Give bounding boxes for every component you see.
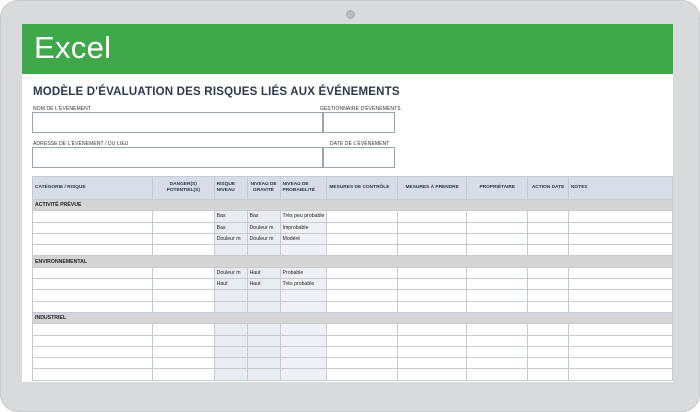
table-cell[interactable] (397, 267, 466, 278)
event-name-input[interactable] (32, 112, 323, 133)
table-cell[interactable] (280, 290, 327, 301)
header-probability-level[interactable]: NIVEAU DE PROBABILITÉ (280, 177, 327, 200)
table-cell[interactable] (467, 222, 528, 233)
table-cell[interactable] (247, 245, 280, 256)
table-cell[interactable] (247, 346, 280, 357)
table-cell[interactable] (280, 346, 327, 357)
table-row (33, 279, 673, 290)
table-cell[interactable] (467, 358, 528, 369)
table-cell[interactable] (214, 346, 247, 357)
table-cell[interactable] (568, 335, 672, 346)
table-cell[interactable] (247, 369, 280, 380)
table-cell[interactable]: Bas (247, 211, 280, 222)
table-cell[interactable] (528, 245, 569, 256)
header-risk-level[interactable]: RISQUE NIVEAU (214, 177, 247, 200)
table-cell[interactable] (467, 324, 528, 335)
table-cell[interactable] (152, 335, 214, 346)
header-potential-hazards[interactable]: DANGER(S) POTENTIEL(S) (152, 177, 214, 200)
table-cell[interactable] (152, 222, 214, 233)
table-cell[interactable] (214, 369, 247, 380)
table-cell[interactable] (327, 290, 398, 301)
table-cell[interactable] (528, 324, 569, 335)
table-cell[interactable] (327, 358, 398, 369)
camera-icon (346, 10, 355, 19)
table-cell[interactable] (152, 245, 214, 256)
table-cell[interactable] (528, 279, 569, 290)
table-cell[interactable] (247, 358, 280, 369)
table-cell[interactable] (152, 279, 214, 290)
table-cell[interactable] (33, 290, 153, 301)
table-cell[interactable] (568, 324, 672, 335)
table-cell[interactable] (397, 301, 466, 312)
table-cell[interactable] (327, 211, 398, 222)
table-cell[interactable] (467, 369, 528, 380)
table-cell[interactable] (467, 301, 528, 312)
table-cell[interactable] (467, 279, 528, 290)
table-cell[interactable] (33, 222, 153, 233)
table-row (33, 290, 673, 301)
table-cell[interactable] (247, 301, 280, 312)
table-cell[interactable] (397, 245, 466, 256)
table-cell[interactable] (280, 369, 327, 380)
app-name: Excel (34, 30, 112, 65)
table-cell[interactable] (528, 233, 569, 244)
screen (22, 24, 673, 382)
table-cell[interactable] (280, 358, 327, 369)
table-cell[interactable] (33, 233, 153, 244)
event-manager-input[interactable] (323, 112, 395, 133)
table-row (33, 222, 673, 233)
table-row (33, 245, 673, 256)
table-cell[interactable] (152, 346, 214, 357)
section-row (33, 312, 673, 323)
table-cell[interactable] (568, 346, 672, 357)
table-cell[interactable]: Probable (280, 267, 327, 278)
table-cell[interactable] (33, 346, 153, 357)
table-cell[interactable] (33, 301, 153, 312)
table-cell[interactable] (397, 358, 466, 369)
table-cell[interactable]: Très peu probable (280, 211, 327, 222)
table-cell[interactable] (528, 335, 569, 346)
table-cell[interactable] (152, 267, 214, 278)
table-cell[interactable] (33, 358, 153, 369)
table-cell[interactable] (467, 335, 528, 346)
table-cell[interactable] (528, 222, 569, 233)
table-cell[interactable] (152, 211, 214, 222)
table-cell[interactable] (327, 324, 398, 335)
table-cell[interactable] (327, 245, 398, 256)
section-label[interactable]: ACTIVITÉ PRÉVUE (33, 200, 673, 211)
header-notes[interactable]: NOTES (568, 177, 672, 200)
table-cell[interactable]: Haut (247, 279, 280, 290)
table-cell[interactable] (397, 222, 466, 233)
table-row (33, 267, 673, 278)
table-cell[interactable] (528, 301, 569, 312)
section-label[interactable]: ENVIRONNEMENTAL (33, 256, 673, 267)
table-row (33, 324, 673, 335)
event-name-label: NOM DE L'ÉVÉNEMENT (33, 106, 92, 112)
table-cell[interactable] (152, 290, 214, 301)
table-cell[interactable] (247, 335, 280, 346)
address-input[interactable] (32, 147, 323, 168)
table-cell[interactable] (152, 369, 214, 380)
table-header-row (33, 177, 673, 200)
table-cell[interactable] (152, 233, 214, 244)
table-cell[interactable]: Bas (214, 211, 247, 222)
table-cell[interactable] (467, 233, 528, 244)
table-cell[interactable] (397, 324, 466, 335)
table-cell[interactable]: Douleur m (214, 233, 247, 244)
section-row (33, 256, 673, 267)
table-row (33, 335, 673, 346)
table-cell[interactable] (467, 245, 528, 256)
table-cell[interactable] (33, 245, 153, 256)
table-row (33, 211, 673, 222)
table-cell[interactable] (397, 290, 466, 301)
header-actions[interactable]: MESURES À PRENDRE (397, 177, 466, 200)
table-cell[interactable] (568, 267, 672, 278)
table-cell[interactable] (568, 222, 672, 233)
document-title: MODÈLE D'ÉVALUATION DES RISQUES LIÉS AUX ÉVÉNEMENTS (33, 86, 400, 98)
table-row (33, 369, 673, 380)
table-cell[interactable] (568, 279, 672, 290)
table-cell[interactable] (528, 369, 569, 380)
table-cell[interactable] (568, 358, 672, 369)
table-cell[interactable] (528, 358, 569, 369)
header-action-date[interactable]: ACTION DATE (528, 177, 569, 200)
table-cell[interactable] (467, 346, 528, 357)
table-cell[interactable] (33, 335, 153, 346)
app-banner (22, 24, 673, 74)
table-cell[interactable] (327, 301, 398, 312)
table-cell[interactable] (280, 301, 327, 312)
table-cell[interactable] (280, 245, 327, 256)
table-cell[interactable]: Douleur m (247, 222, 280, 233)
table-cell[interactable] (214, 290, 247, 301)
table-cell[interactable] (280, 335, 327, 346)
header-owner[interactable]: PROPRIÉTAIRE (467, 177, 528, 200)
section-row (33, 200, 673, 211)
table-cell[interactable] (33, 211, 153, 222)
table-row (33, 346, 673, 357)
table-cell[interactable] (214, 335, 247, 346)
table-cell[interactable] (467, 290, 528, 301)
table-cell[interactable] (327, 279, 398, 290)
table-cell[interactable] (568, 290, 672, 301)
table-cell[interactable] (327, 222, 398, 233)
table-cell[interactable] (33, 267, 153, 278)
table-cell[interactable] (327, 346, 398, 357)
event-manager-label: GESTIONNAIRE D'ÉVÉNEMENTS (320, 106, 401, 112)
table-cell[interactable] (397, 369, 466, 380)
table-cell[interactable]: Douleur m (247, 233, 280, 244)
risk-table (32, 176, 673, 381)
table-cell[interactable] (152, 301, 214, 312)
table-cell[interactable] (528, 267, 569, 278)
table-cell[interactable] (397, 279, 466, 290)
table-cell[interactable]: Haut (214, 279, 247, 290)
table-cell[interactable] (327, 335, 398, 346)
header-category[interactable]: CATÉGORIE / RISQUE (33, 177, 153, 200)
table-cell[interactable] (214, 324, 247, 335)
table-cell[interactable]: Improbable (280, 222, 327, 233)
table-cell[interactable] (467, 211, 528, 222)
table-cell[interactable] (247, 290, 280, 301)
table-cell[interactable] (33, 324, 153, 335)
table-cell[interactable] (397, 346, 466, 357)
table-cell[interactable] (214, 301, 247, 312)
date-input[interactable] (323, 147, 395, 168)
table-cell[interactable] (397, 233, 466, 244)
table-row (33, 233, 673, 244)
table-row (33, 358, 673, 369)
table-cell[interactable] (33, 279, 153, 290)
table-cell[interactable] (327, 233, 398, 244)
table-cell[interactable]: Modéré (280, 233, 327, 244)
table-cell[interactable] (152, 358, 214, 369)
table-cell[interactable] (327, 369, 398, 380)
table-cell[interactable] (247, 324, 280, 335)
address-label: ADRESSE DE L'ÉVÉNEMENT / DU LIEU (33, 141, 129, 147)
date-label: DATE DE L'ÉVÉNEMENT (330, 141, 390, 147)
header-control-measures[interactable]: MESURES DE CONTRÔLE (327, 177, 398, 200)
table-cell[interactable] (152, 324, 214, 335)
table-cell[interactable] (214, 245, 247, 256)
table-cell[interactable] (327, 267, 398, 278)
table-cell[interactable]: Très probable (280, 279, 327, 290)
table-cell[interactable]: Haut (247, 267, 280, 278)
table-cell[interactable] (214, 358, 247, 369)
table-cell[interactable] (467, 267, 528, 278)
table-cell[interactable] (568, 245, 672, 256)
table-cell[interactable] (528, 211, 569, 222)
table-cell[interactable]: Douleur m (214, 267, 247, 278)
header-severity-level[interactable]: NIVEAU DE GRAVITÉ (247, 177, 280, 200)
table-cell[interactable] (568, 211, 672, 222)
table-cell[interactable] (528, 290, 569, 301)
table-row (33, 301, 673, 312)
table-cell[interactable] (33, 369, 153, 380)
table-cell[interactable] (568, 369, 672, 380)
section-label[interactable]: INDUSTRIEL (33, 312, 673, 323)
table-cell[interactable] (397, 211, 466, 222)
table-cell[interactable] (280, 324, 327, 335)
table-cell[interactable] (568, 233, 672, 244)
table-cell[interactable] (568, 301, 672, 312)
table-cell[interactable]: Bas (214, 222, 247, 233)
table-cell[interactable] (528, 346, 569, 357)
table-cell[interactable] (397, 335, 466, 346)
